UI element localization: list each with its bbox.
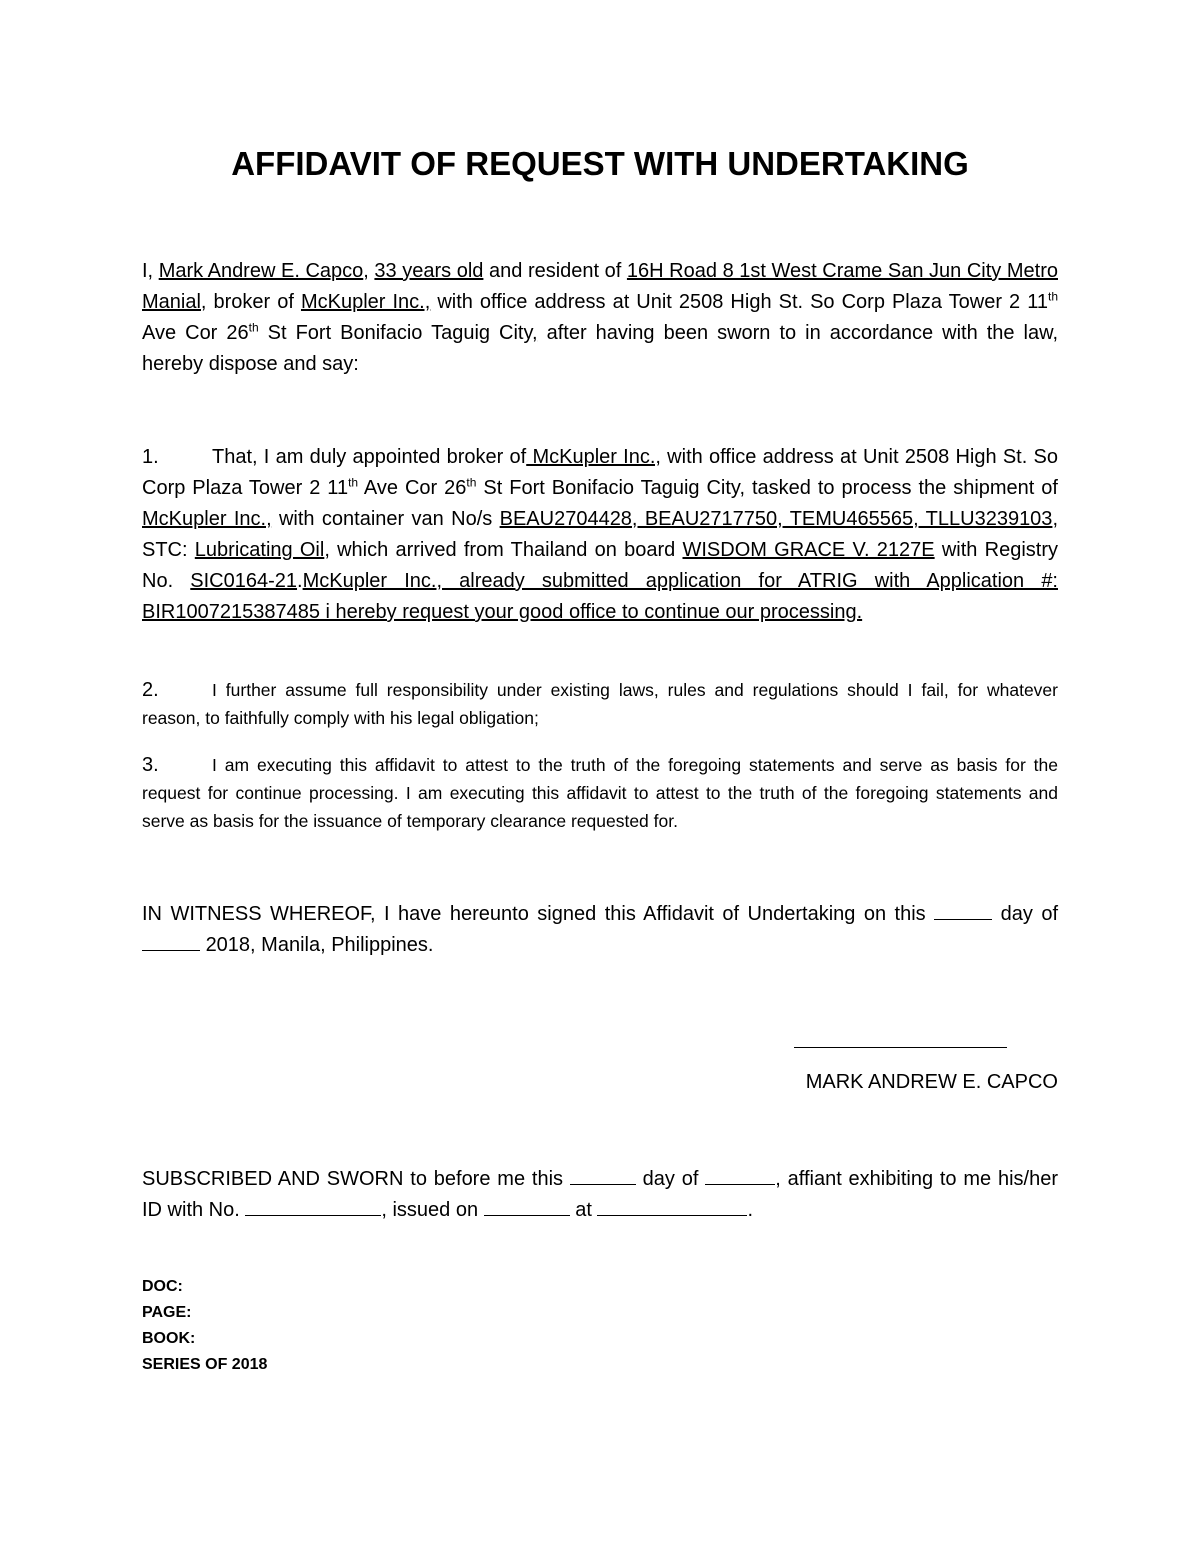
- intro-text: St Fort Bonifacio Taguig City: [258, 322, 532, 344]
- intro-text: after having been sworn to in accordance with the law, hereby dispose and say:: [142, 322, 1059, 375]
- witness-text: IN WITNESS WHEREOF, I have hereunto signed this Affidavit of Undertaking on this: [142, 903, 926, 925]
- item-number: 3.: [142, 754, 159, 776]
- item-text: with office address at Unit 2508 High St. So Corp Plaza Tower 2 11: [142, 446, 1058, 499]
- intro-text: Ave Cor 26: [142, 322, 249, 344]
- underlined-comma: ,: [532, 322, 538, 344]
- item-text: .: [297, 570, 303, 592]
- company-name: McKupler Inc.,: [142, 508, 272, 530]
- intro-text: I,: [142, 260, 159, 282]
- notary-page: PAGE:: [142, 1304, 192, 1321]
- blank-day: [570, 1166, 636, 1185]
- container-numbers: BEAU2704428, BEAU2717750, TEMU465565, TLLU3239103: [499, 508, 1053, 530]
- witness-text: day of: [1000, 903, 1059, 925]
- blank-month: [142, 932, 200, 951]
- notary-book: BOOK:: [142, 1330, 196, 1347]
- company-name: McKupler Inc.,: [526, 446, 661, 468]
- intro-text: broker of: [206, 291, 301, 313]
- intro-paragraph: [142, 256, 1058, 380]
- blank-day: [934, 901, 992, 920]
- sworn-text: , affiant exhibiting to me his/her ID with No.: [142, 1168, 1059, 1221]
- blank-issue-date: [484, 1197, 570, 1216]
- signature-line: [794, 1047, 1007, 1048]
- item-text: with container van No/s: [271, 508, 500, 530]
- item-text: , which arrived from Thailand on board: [324, 539, 683, 561]
- item-text: with Registry No.: [142, 539, 1058, 592]
- blank-id-number: [245, 1197, 381, 1216]
- witness-paragraph: [142, 899, 1058, 961]
- item-1-paragraph: [142, 442, 1058, 628]
- sworn-text: .: [747, 1199, 754, 1221]
- stc-value: Lubricating Oil: [194, 539, 325, 561]
- blank-issue-place: [597, 1197, 747, 1216]
- registry-number: SIC0164-21: [190, 570, 298, 592]
- superscript: th: [466, 475, 477, 490]
- superscript: th: [248, 320, 259, 335]
- superscript: th: [1047, 289, 1058, 304]
- sworn-paragraph: [142, 1164, 1058, 1226]
- vessel-name: WISDOM GRACE V. 2127E: [682, 539, 935, 561]
- superscript: th: [348, 475, 359, 490]
- sworn-text: day of: [642, 1168, 699, 1190]
- blank-month: [705, 1166, 775, 1185]
- sworn-text: SUBSCRIBED AND SWORN to before me this: [142, 1168, 564, 1190]
- item-text: I further assume full responsibility under existing laws, rules and regulations should I fail, for whatever reason, to faithfully comply with his legal obligation;: [142, 680, 1058, 728]
- application-request: McKupler Inc., already submitted application for ATRIG with Application #: BIR1007215387485 i hereby request your good office to continue our processing.: [142, 570, 1058, 623]
- item-text: St Fort Bonifacio Taguig City, tasked to process the shipment of: [476, 477, 1058, 499]
- notary-details: [142, 1274, 267, 1378]
- item-text: I am executing this affidavit to attest to the truth of the foregoing statements and serve as basis for the request for continue processing. I am executing this affidavit to attest to the truth of the foregoing statements and serve as basis for the issuance of temporary clearance requested for.: [142, 755, 1058, 831]
- signatory-name: MARK ANDREW E. CAPCO: [805, 1071, 1058, 1093]
- intro-text: with office address at Unit 2508 High St. So Corp Plaza Tower 2 11: [430, 291, 1048, 313]
- sworn-text: at: [575, 1199, 592, 1221]
- intro-text: ,: [363, 260, 375, 282]
- item-text: Ave Cor 26: [358, 477, 467, 499]
- company-name: McKupler Inc.,: [300, 291, 431, 313]
- notary-series: SERIES OF 2018: [142, 1356, 268, 1373]
- sworn-text: , issued on: [381, 1199, 479, 1221]
- affiant-residence: 16H Road 8 1st West Crame San Jun City Metro Manial,: [142, 260, 1058, 313]
- witness-text: 2018, Manila, Philippines.: [205, 934, 434, 956]
- item-2-paragraph: [142, 676, 1058, 732]
- affiant-age: 33 years old: [374, 260, 484, 282]
- affiant-name: Mark Andrew E. Capco: [158, 260, 364, 282]
- item-text: That, I am duly appointed broker of: [212, 446, 527, 468]
- notary-doc: DOC:: [142, 1278, 183, 1295]
- item-number: 2.: [142, 679, 159, 701]
- item-3-paragraph: [142, 751, 1058, 835]
- intro-text: and resident of: [483, 260, 627, 282]
- item-number: 1.: [142, 446, 159, 468]
- document-title: AFFIDAVIT OF REQUEST WITH UNDERTAKING: [231, 145, 969, 182]
- item-text: , STC:: [142, 508, 1058, 561]
